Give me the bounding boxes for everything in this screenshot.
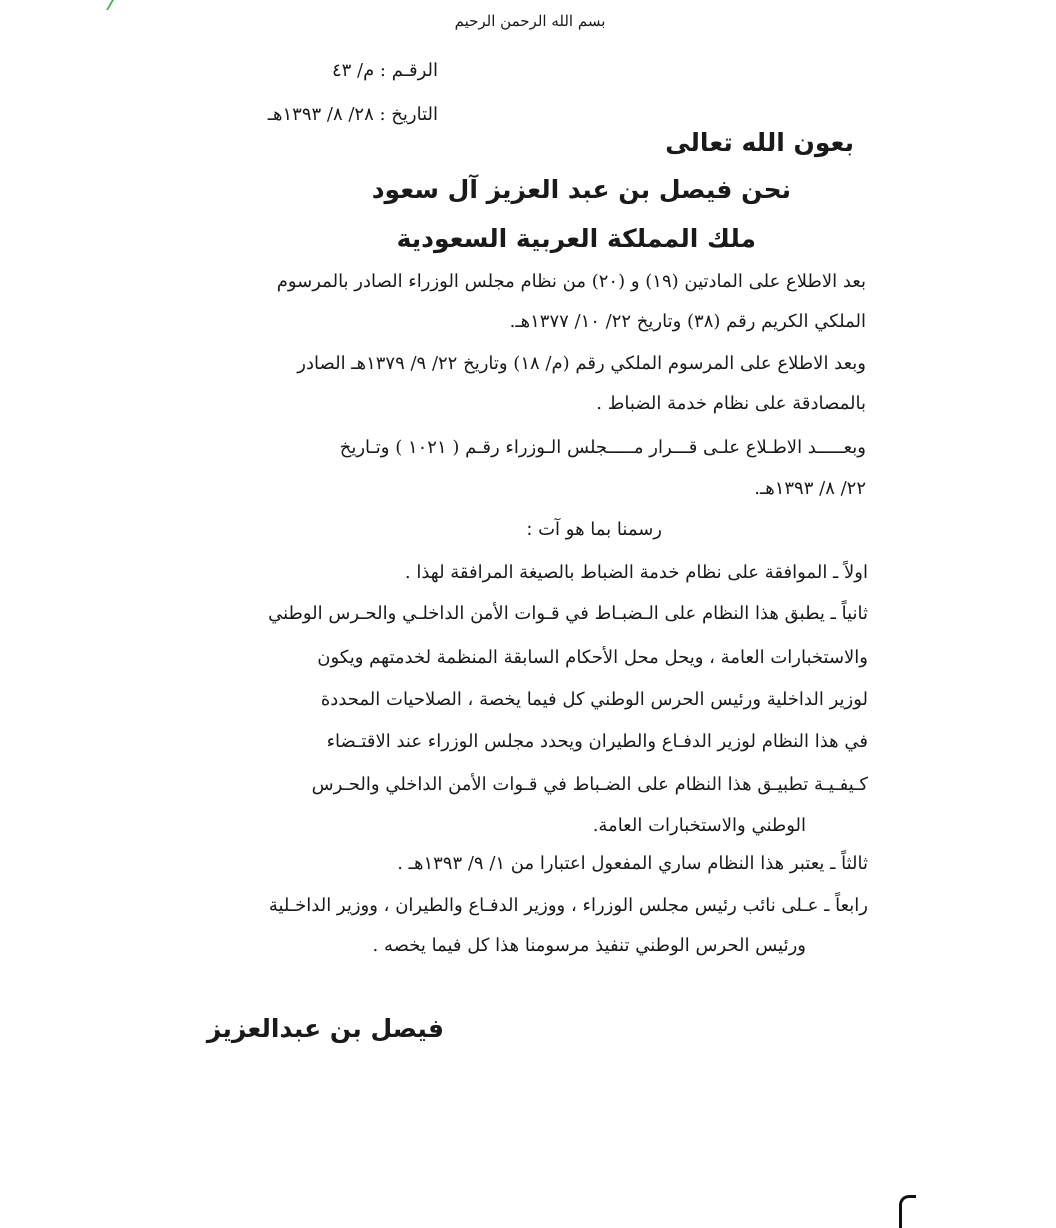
issuer-title: ملك المملكة العربية السعودية [396, 224, 756, 253]
opening-phrase: بعون الله تعالى [665, 128, 854, 157]
decree-heading: رسمنا بما هو آت : [526, 519, 662, 540]
article-line: في هذا النظام لوزير الدفـاع والطيران ويحدد مجلس الوزراء عند الاقتـضاء [326, 731, 868, 752]
page-edge-mark [899, 1195, 916, 1228]
article-line: ورئيس الحرس الوطني تنفيذ مرسومنا هذا كل فيما يخصه . [372, 935, 806, 956]
article-line: ثانياً ـ يطبق هذا النظام على الـضبـاط في قـوات الأمن الداخلـي والحـرس الوطني [268, 603, 868, 624]
corner-mark [92, 0, 114, 10]
article-line: كـيفـيـة تطبيـق هذا النظام على الضـباط في قـوات الأمن الداخلي والحـرس [311, 774, 868, 795]
reference-date: التاريخ : ٢٨/ ٨/ ١٣٩٣هـ [267, 104, 438, 125]
article-line: ثالثاً ـ يعتبر هذا النظام ساري المفعول اعتبارا من ١/ ٩/ ١٣٩٣هـ . [397, 853, 868, 874]
preamble-line: ٢٢/ ٨/ ١٣٩٣هـ. [754, 478, 866, 499]
preamble-line: بالمصادقة على نظام خدمة الضباط . [596, 393, 866, 414]
basmala: بسم الله الرحمن الرحيم [454, 12, 606, 30]
article-line: اولاً ـ الموافقة على نظام خدمة الضباط بالصيغة المرافقة لهذا . [404, 562, 868, 583]
preamble-line: وبعد الاطلاع على المرسوم الملكي رقم (م/ ١٨) وتاريخ ٢٢/ ٩/ ١٣٧٩هـ الصادر [297, 353, 866, 374]
preamble-line: الملكي الكريم رقم (٣٨) وتاريخ ٢٢/ ١٠/ ١٣٧٧هـ. [509, 311, 866, 332]
preamble-line: بعد الاطلاع على المادتين (١٩) و (٢٠) من نظام مجلس الوزراء الصادر بالمرسوم [276, 271, 866, 292]
issuer-name: نحن فيصل بن عبد العزيز آل سعود [371, 175, 791, 204]
signature: فيصل بن عبدالعزيز [206, 1014, 444, 1043]
article-line: والاستخبارات العامة ، ويحل محل الأحكام السابقة المنظمة لخدمتهم ويكون [317, 647, 868, 668]
article-line: رابعاً ـ عـلى نائب رئيس مجلس الوزراء ، ووزير الدفـاع والطيران ، ووزير الداخـلية [268, 895, 868, 916]
preamble-line: وبعـــــد الاطـلاع علـى قـــرار مـــــجلس الـوزراء رقـم ( ١٠٢١ ) وتـاريخ [339, 437, 866, 458]
article-line: لوزير الداخلية ورئيس الحرس الوطني كل فيما يخصة ، الصلاحيات المحددة [320, 689, 868, 710]
reference-number: الرقـم : م/ ٤٣ [331, 60, 438, 81]
article-line: الوطني والاستخبارات العامة. [592, 815, 806, 836]
